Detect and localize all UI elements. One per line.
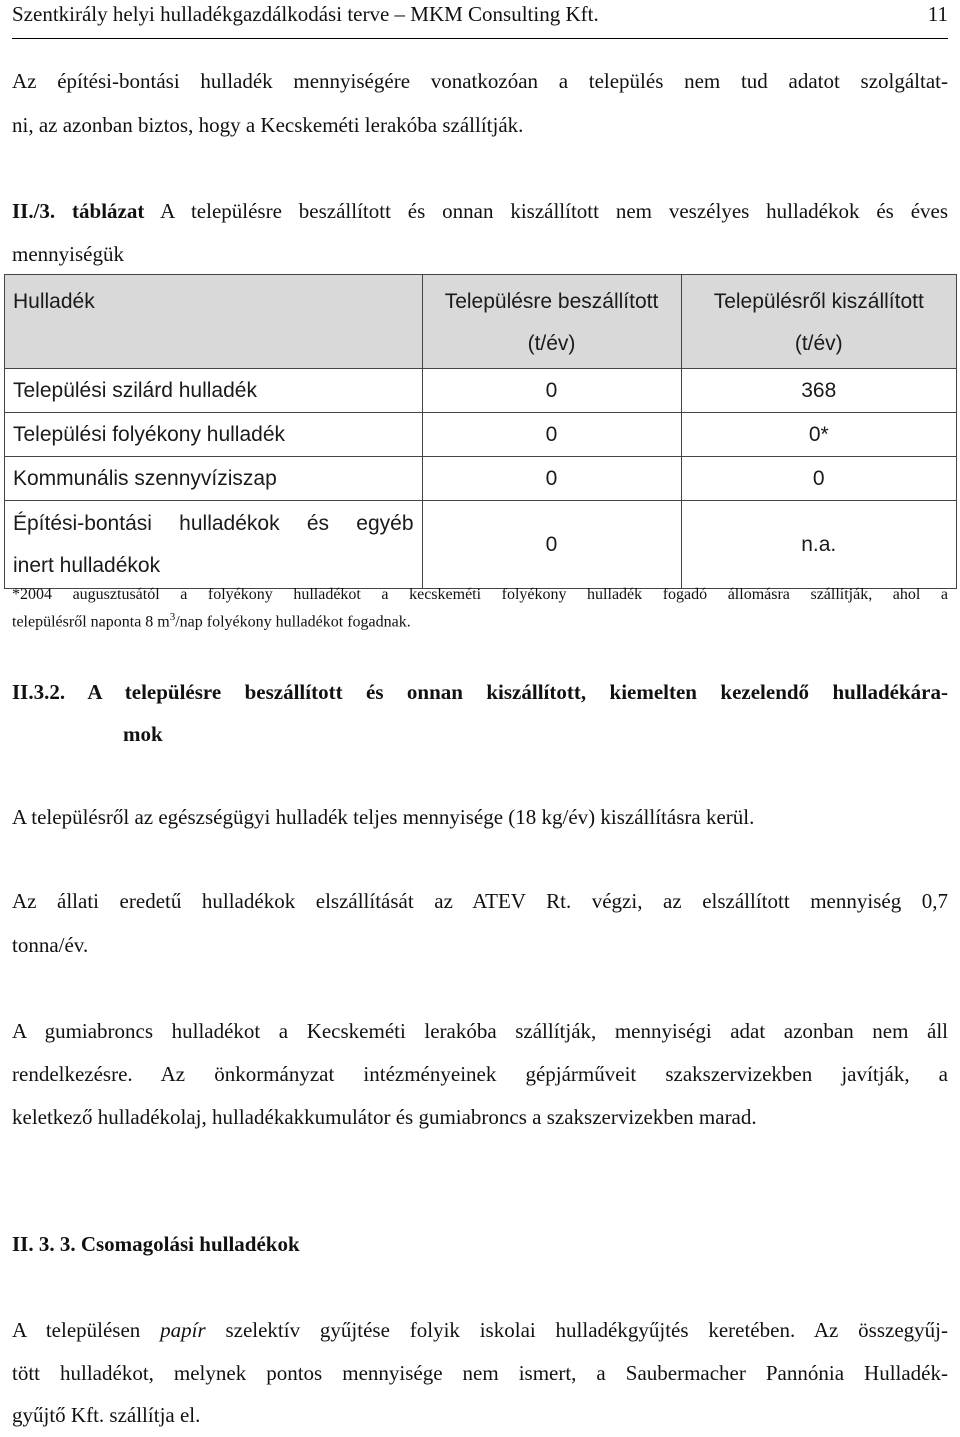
row-imported-value: 0 [422,501,681,589]
row-imported-value: 0 [422,369,681,413]
row-exported-value: 368 [681,369,957,413]
caption-line-2: mennyiségük [12,242,124,266]
packaging-emphasis: papír [160,1318,206,1342]
table-footnote [12,584,948,633]
section-heading-3-3: II. 3. 3. Csomagolási hulladékok [12,1232,300,1256]
header-waste: Hulladék [5,275,423,369]
footnote-text-end: /nap folyékony hulladékot fogadnak. [175,613,411,631]
table-header-row [5,275,957,369]
footnote-text: településről naponta 8 m [12,613,170,631]
header-imported [422,275,681,369]
paragraph-tyre-line-1: A gumiabroncs hulladékot a Kecskeméti lerakóba szállítják, mennyiségi adat azonban nem áll [12,1019,948,1043]
footnote-line-2 [12,606,948,633]
row-waste-name: Települési szilárd hulladék [5,369,423,413]
row-waste-name [5,501,423,589]
table-row [5,369,957,413]
caption-line-1 [12,190,948,233]
paragraph-tyre-line-2: rendelkezésre. Az önkormányzat intézményeinek gépjárműveit szakszervizekben javítják, a [12,1062,948,1086]
table-caption [12,190,948,276]
paragraph-animal-line-2: tonna/év. [12,933,89,957]
paragraph-packaging-line-3: gyűjtő Kft. szállítja el. [12,1403,201,1427]
caption-text: A településre beszállított és onnan kiszállított nem veszélyes hulladékok és éves [160,199,949,223]
footnote-superscript: 3 [169,611,176,623]
header-imported-title: Településre beszállított [444,290,659,313]
row-imported-value: 0 [422,413,681,457]
table-row [5,501,957,589]
packaging-text-b: szelektív gyűjtése folyik iskolai hulladékgyűjtés keretében. Az összegyűj- [205,1318,948,1342]
header-exported-title: Településről kiszállított [713,290,924,313]
row-exported-value: 0* [681,413,957,457]
paragraph-packaging-line-2: tött hulladékot, melynek pontos mennyisége nem ismert, a Saubermacher Pannónia Hulladék- [12,1361,948,1385]
header-exported [681,275,957,369]
header-imported-unit: (t/év) [527,332,576,355]
page-header [12,0,948,39]
row-waste-name-line-2: inert hulladékok [13,553,161,577]
caption-label: II./3. táblázat [12,199,145,223]
paragraph-packaging-line-1 [12,1309,948,1352]
paragraph-animal-line-1: Az állati eredetű hulladékok elszállítását az ATEV Rt. végzi, az elszállított mennyiség 0,7 [12,889,948,913]
header-title: Szentkirály helyi hulladékgazdálkodási terve – MKM Consulting Kft. [12,2,599,26]
paragraph-health-waste: A településről az egészségügyi hulladék teljes mennyisége (18 kg/év) kiszállításra kerül. [12,805,755,829]
paragraph-tyre-line-3: keletkező hulladékolaj, hulladékakkumulátor és gumiabroncs a szakszervizekben marad. [12,1105,757,1129]
row-waste-name: Kommunális szennyvíziszap [5,457,423,501]
row-exported-value: 0 [681,457,957,501]
page-number: 11 [927,2,948,26]
section-heading-3-2-line-2: mok [123,722,163,746]
row-exported-value: n.a. [681,501,957,589]
table-row [5,457,957,501]
row-waste-name-line-1: Építési-bontási hulladékok és egyéb [13,511,414,535]
row-waste-name: Települési folyékony hulladék [5,413,423,457]
intro-line-2: ni, az azonban biztos, hogy a Kecskeméti lerakóba szállítják. [12,113,524,137]
row-imported-value: 0 [422,457,681,501]
packaging-text-a: A településen [12,1318,161,1342]
intro-line-1: Az építési-bontási hulladék mennyiségére vonatkozóan a település nem tud adatot szolgáltat- [12,69,948,93]
section-heading-3-2-line-1: II.3.2. A településre beszállított és onnan kiszállított, kiemelten kezelendő hulladékára- [12,680,948,704]
section-heading-3-2 [12,671,948,755]
waste-table [4,274,957,589]
table-row [5,413,957,457]
header-exported-unit: (t/év) [794,332,843,355]
footnote-line-1: *2004 augusztusától a folyékony hulladékot a kecskeméti folyékony hulladék fogadó állomásra szállítják, ahol a [12,586,948,603]
